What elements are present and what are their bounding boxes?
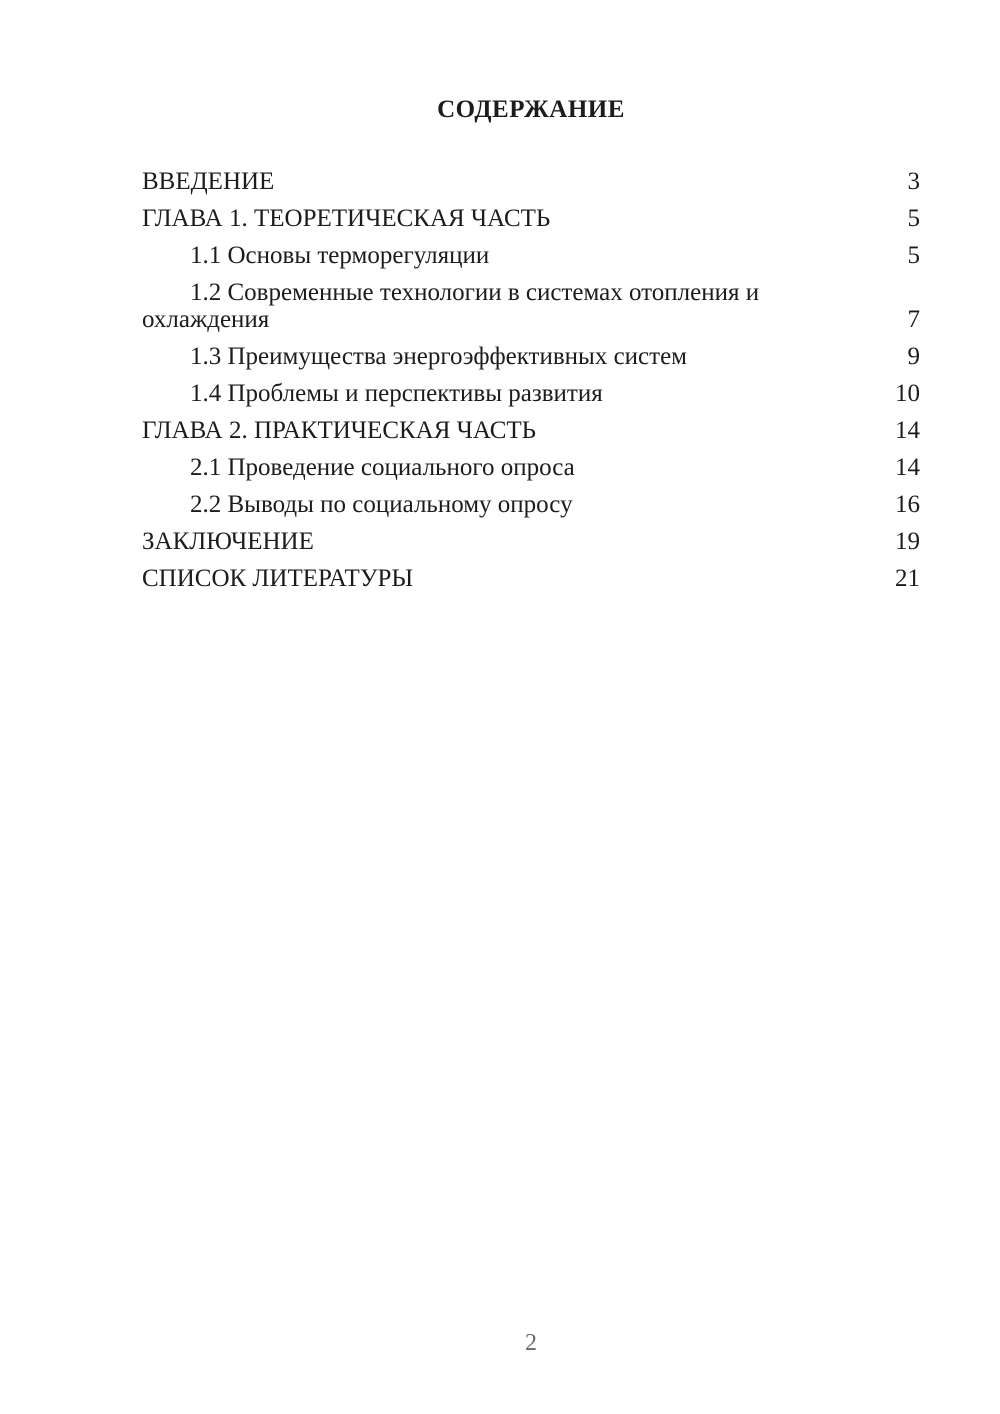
toc-entry-page: 21 (895, 565, 920, 592)
toc-entry-page: 7 (907, 306, 920, 333)
toc-entry-label: ГЛАВА 2. ПРАКТИЧЕСКАЯ ЧАСТЬ (142, 417, 537, 444)
toc-entry-label: 1.3 Преимущества энергоэффективных систем (190, 343, 687, 370)
toc-entry-page: 5 (907, 205, 920, 232)
toc-entry-label: 1.4 Проблемы и перспективы развития (190, 380, 603, 407)
toc-entry (142, 565, 920, 592)
toc-entry-label: СПИСОК ЛИТЕРАТУРЫ (142, 565, 414, 592)
toc-entry-label: ЗАКЛЮЧЕНИЕ (142, 528, 314, 555)
toc-entry (142, 205, 920, 232)
toc-entry-label: 1.2 Современные технологии в системах отопления и охлаждения (142, 279, 760, 333)
toc-entry (142, 242, 920, 269)
toc-entry (142, 279, 920, 333)
toc-entry (142, 528, 920, 555)
toc-entry (142, 168, 920, 195)
toc-entry-page: 9 (907, 343, 920, 370)
toc-entry (142, 380, 920, 407)
toc-entry-label: ГЛАВА 1. ТЕОРЕТИЧЕСКАЯ ЧАСТЬ (142, 205, 551, 232)
toc-entry-label: 1.1 Основы терморегуляции (190, 242, 490, 269)
page-title: СОДЕРЖАНИЕ (437, 96, 625, 123)
toc-entry-page: 3 (907, 168, 920, 195)
toc-entry-page: 16 (895, 491, 920, 518)
toc-entry-label: 2.2 Выводы по социальному опросу (190, 491, 573, 518)
toc-entry-page: 19 (895, 528, 920, 555)
toc-entry (142, 343, 920, 370)
table-of-contents (142, 168, 920, 592)
toc-entry (142, 491, 920, 518)
toc-entry-page: 14 (895, 454, 920, 481)
page-content (142, 0, 920, 592)
toc-entry (142, 454, 920, 481)
toc-entry-page: 14 (895, 417, 920, 444)
footer-page-number: 2 (525, 1330, 537, 1356)
toc-entry-page: 5 (907, 242, 920, 269)
toc-entry-label: ВВЕДЕНИЕ (142, 168, 275, 195)
toc-entry-page: 10 (895, 380, 920, 407)
toc-entry (142, 417, 920, 444)
toc-entry-label: 2.1 Проведение социального опроса (190, 454, 575, 481)
